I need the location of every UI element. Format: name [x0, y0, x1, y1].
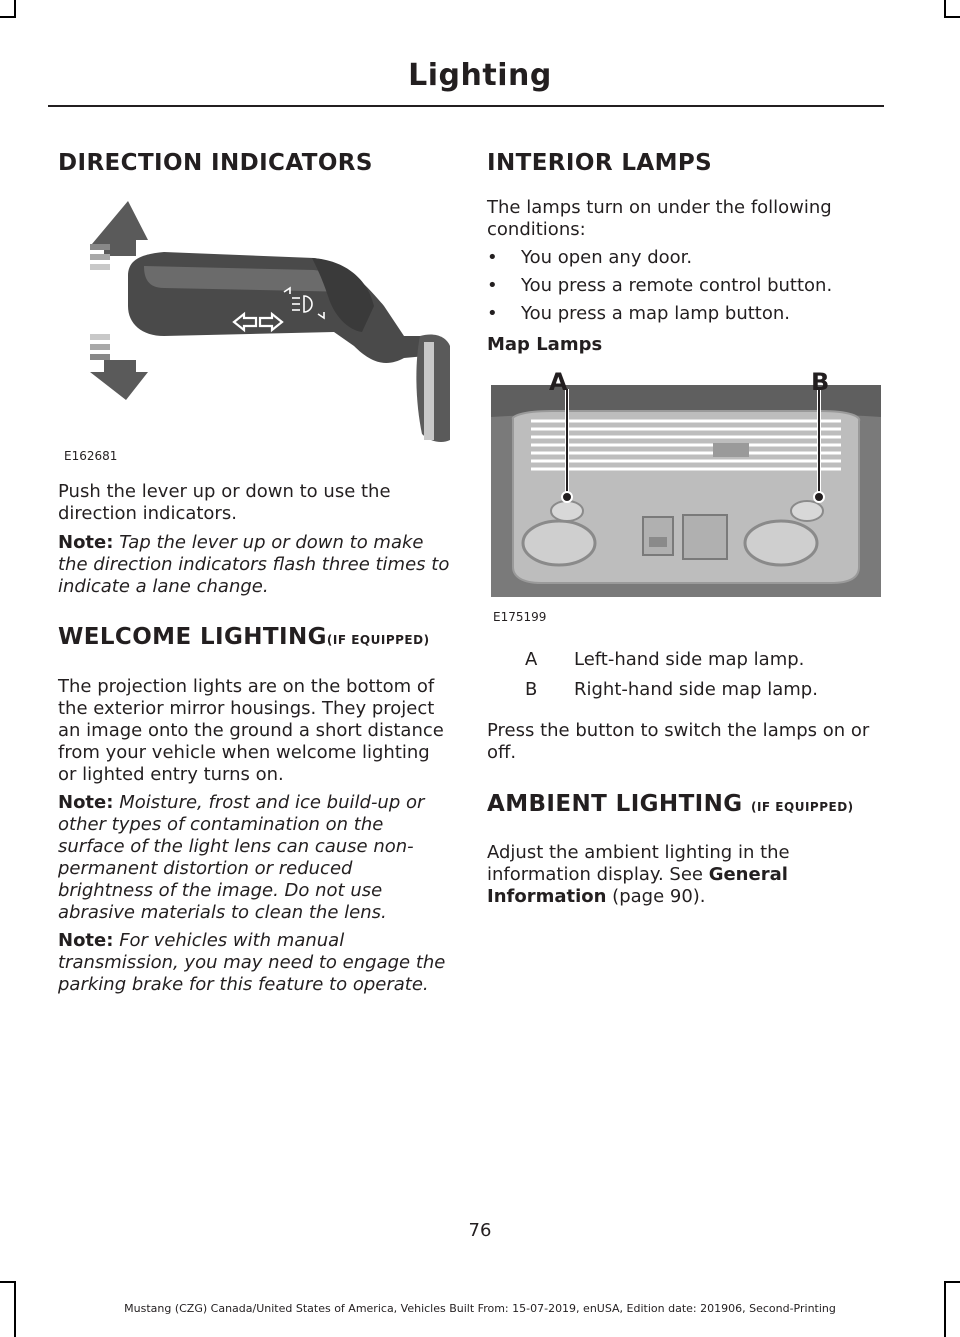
crop-mark — [944, 1281, 960, 1283]
legend-text: Left-hand side map lamp. — [574, 649, 805, 670]
welcome-body: The projection lights are on the bottom of the exterior mirror housings. They project an image onto the ground a short distance from your vehicle when welcome lighting or lighted entry turns on. — [58, 676, 444, 785]
heading-text: WELCOME LIGHTING — [58, 624, 327, 650]
bullet-dot: • — [487, 247, 498, 268]
if-equipped-qualifier: (IF EQUIPPED) — [326, 633, 430, 647]
ambient-body — [487, 842, 827, 908]
welcome-lighting-heading — [58, 624, 430, 650]
arrow-down-icon — [90, 334, 148, 400]
legend-key: A — [525, 649, 538, 670]
direction-indicators-heading: DIRECTION INDICATORS — [58, 150, 373, 176]
crop-mark — [944, 16, 960, 18]
legend-text: Right-hand side map lamp. — [574, 679, 818, 700]
right-map-lamp-button — [791, 501, 823, 521]
footer-text: Mustang (CZG) Canada/United States of America, Vehicles Built From: 15-07-2019, enUSA, Edition date: 201906, Second-Printing — [124, 1302, 836, 1315]
note-label: Note: — [58, 930, 114, 951]
welcome-note-2 — [58, 930, 450, 996]
bullet-text: You press a remote control button. — [521, 275, 833, 296]
direction-body: Push the lever up or down to use the direction indicators. — [58, 481, 391, 524]
figure-code: E162681 — [64, 449, 118, 463]
header-rule — [48, 105, 884, 107]
map-lamps-subheading: Map Lamps — [487, 334, 603, 355]
callout-a: A — [549, 368, 568, 396]
if-equipped-qualifier: (IF EQUIPPED) — [750, 800, 854, 814]
map-lamps-body: Press the button to switch the lamps on or off. — [487, 720, 870, 763]
bullet-dot: • — [487, 275, 498, 296]
general-information-link[interactable]: General Information — [487, 864, 788, 907]
left-map-lamp-button — [551, 501, 583, 521]
crop-mark — [0, 1281, 16, 1283]
crop-mark — [0, 16, 16, 18]
interior-lamps-heading: INTERIOR LAMPS — [487, 150, 713, 176]
legend-key: B — [525, 679, 538, 700]
figure-code: E175199 — [493, 610, 547, 624]
welcome-note-1 — [58, 792, 450, 924]
bullet-text: You press a map lamp button. — [521, 303, 790, 324]
bullet-text: You open any door. — [521, 247, 693, 268]
note-text: Moisture, frost and ice build-up or other types of contamination on the surface of the light lens can cause non-permanent distortion or reduced brightness of the image. Do not use abrasive materials to clean the lens. — [58, 792, 425, 923]
direction-note — [58, 532, 450, 598]
note-label: Note: — [58, 792, 114, 813]
ambient-body-suffix: (page 90). — [606, 886, 706, 907]
note-label: Note: — [58, 532, 114, 553]
ambient-body-prefix: Adjust the ambient lighting in the information display. See — [487, 842, 790, 885]
map-lamps-illustration — [491, 357, 881, 597]
bullet-dot: • — [487, 303, 498, 324]
page-title: Lighting — [408, 58, 552, 93]
heading-text: AMBIENT LIGHTING — [487, 791, 743, 817]
turn-signal-lever-illustration — [84, 196, 450, 446]
callout-b: B — [811, 368, 830, 396]
ambient-lighting-heading — [487, 791, 854, 817]
note-text: Tap the lever up or down to make the direction indicators flash three times to indicate a lane change. — [58, 532, 450, 597]
note-text: For vehicles with manual transmission, you may need to engage the parking brake for this feature to operate. — [58, 930, 446, 995]
page-number: 76 — [468, 1220, 492, 1241]
interior-intro: The lamps turn on under the following conditions: — [487, 197, 832, 240]
